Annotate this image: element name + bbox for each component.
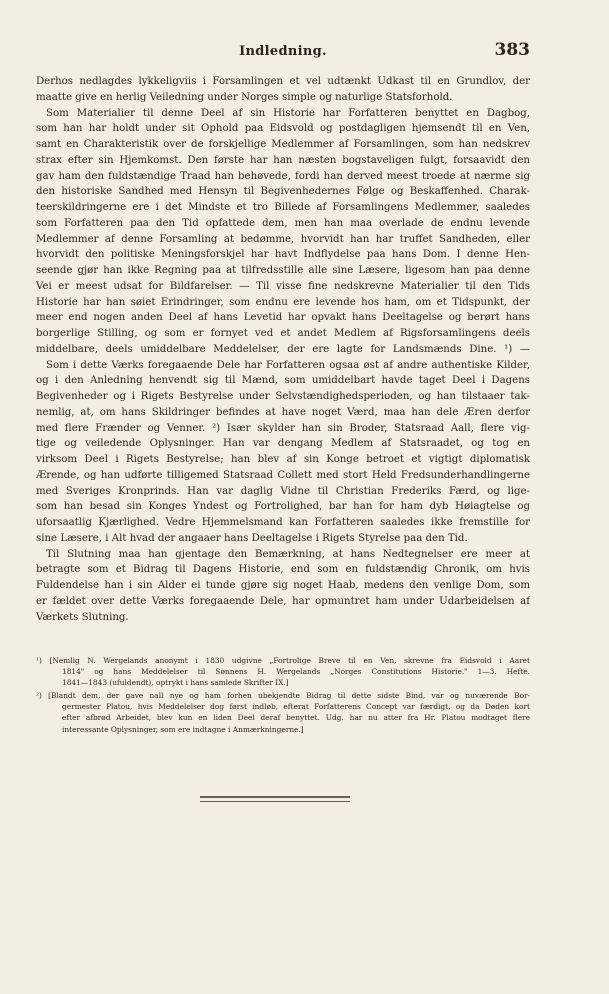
footnote-line: ²) [Blandt dem, der gave nall nye og ham forhen ubekjendte Bidrag til dette sidste Bind, var og nuværende Bor- xyxy=(36,691,530,701)
text-line: nemlig, at, om hans Skildringer befindes at have noget Værd, maa han dele Æren derfor xyxy=(36,406,530,418)
text-line: Som i dette Værks foregaaende Dele har Forfatteren ogsaa øst af andre authentiske Kilder, xyxy=(46,359,530,371)
text-line: Til Slutning maa han gjentage den Bemærkning, at hans Nedtegnelser ere meer at xyxy=(46,548,530,560)
text-line: betragte som et Bidrag til Dagens Historie, end som en fuldstændig Chronik, om hvis xyxy=(36,564,530,576)
text-line: sine Læsere, i Alt hvad der angaaer hans Deeltagelse i Rigets Styrelse paa den Tid. xyxy=(36,532,468,544)
text-line: som han har holdt under sit Ophold paa Eidsvold og postdagligen hjemsendt til en Ven, xyxy=(36,123,530,135)
footnote xyxy=(36,690,530,734)
footnote-line: interessante Oplysninger, som ere indtagne i Anmærkningerne.] xyxy=(62,724,304,734)
text-line: strax efter sin Hjemkomst. Den første har han næsten bogstaveligen fulgt, forsaavidt den xyxy=(36,154,530,166)
text-line: med flere Frænder og Venner. ²) Især skylder han sin Broder, Statsraad Aall, flere vig- xyxy=(36,422,530,434)
page-header xyxy=(36,40,530,64)
text-line: Derhos nedlagdes lykkeligviis i Forsamlingen et vel udtænkt Udkast til en Grundlov, der xyxy=(36,76,530,87)
text-line: samt en Charakteristik over de forskjellige Medlemmer af Forsamlingen, som han nedskrev xyxy=(36,139,530,150)
running-title: Indledning. xyxy=(239,44,327,59)
footnote-line: 1841—1843 (ufuldendt), optrykt i hans samlede Skrifter IX.] xyxy=(62,678,289,688)
text-line: maatte give en herlig Veiledning under Norges simple og naturlige Statsforhold. xyxy=(36,91,453,103)
text-line: meer end nogen anden Deel af hans Levetid har opvakt hans Deeltagelse og berørt hans xyxy=(36,312,530,324)
text-line: Vei er meest udsat for Bildfarelser. — Til visse fine nedskrevne Materialier til den Tids xyxy=(36,280,530,292)
page-number: 383 xyxy=(494,40,530,60)
footnote-line: germester Platou, hvis Meddelelser dog først indløb, efterat Forfatterens Concept var færdigt, og da Døden kort xyxy=(62,702,530,712)
text-line: seende gjør han ikke Regning paa at tilfredsstille alle sine Læsere, ligesom han paa denne xyxy=(36,265,530,276)
text-line: Ærende, og han udførte tilligemed Statsraad Collett med stort Held Fredsunderhandlingerne xyxy=(36,469,530,481)
text-line: uforsaatlig Kjærlighed. Vedre Hjemmelsmand kan Forfatteren saaledes ikke fremstille for xyxy=(36,517,530,528)
text-line: den historiske Sandhed med Hensyn til Begivenhedernes Følge og Beskaffenhed. Charak- xyxy=(36,186,530,198)
footnote-line: ¹) [Nemlig N. Wergelands anonymt i 1830 udgivne „Fortrolige Breve til en Ven, skrevne fra Eidsvold i Aaret xyxy=(36,656,530,665)
text-line: som han besad sin Konges Yndest og Fortrolighed, bar han for ham dyb Høiagtelse og xyxy=(36,501,530,513)
text-line: teerskildringerne ere i det Mindste et tro Billede af Forsamlingens Medlemmer, saaledes xyxy=(36,202,530,213)
text-line: hvorvidt den politiske Meningsforskjel har havt Indflydelse paa hans Dom. I denne Hen- xyxy=(36,249,530,261)
ornamental-rule xyxy=(200,796,350,805)
text-line: middelbare, deels umiddelbare Meddelelser, der ere lagte for Landsmænds Dine. ¹) — xyxy=(36,343,530,355)
text-line: som Forfatteren paa den Tid opfattede dem, men han maa overlade de endnu levende xyxy=(36,217,530,229)
footnote-line: 1814" og hans Meddelelser til Sønnens H. Wergelands „Norges Constitutions Historie." 1—3. Hefte. xyxy=(62,667,530,677)
text-line: er fældet over dette Værks foregaaende Dele, har opmuntret ham under Udarbeidelsen af xyxy=(36,595,530,607)
text-line: gav ham den fuldstændige Traad han behøvede, fordi han derved meest troede at nærme sig xyxy=(36,170,530,182)
text-line: virksom Deel i Rigets Bestyrelse; han blev af sin Konge betroet et vigtigt diplomatisk xyxy=(36,454,530,465)
footnotes xyxy=(36,655,530,735)
text-line: Værkets Slutning. xyxy=(36,611,129,623)
text-line: borgerlige Stilling, og som er fornyet ved et andet Medlem af Rigsforsamlingens deels xyxy=(36,328,530,339)
text-line: Historie har han søiet Erindringer, som endnu ere levende hos ham, om et Tidspunkt, der xyxy=(36,296,530,308)
text-line: Fuldendelse han i sin Alder ei tunde gjøre sig noget Haab, medens den venlige Dom, som xyxy=(36,580,530,591)
text-line: og i den Anledning henvendt sig til Mænd, som umiddelbart havde taget Deel i Dagens xyxy=(36,375,530,387)
main-text xyxy=(36,74,530,625)
text-line: med Sveriges Kronprinds. Han var daglig Vidne til Christian Frederiks Færd, og lige- xyxy=(36,485,530,497)
text-line: Begivenheder og i Rigets Bestyrelse under Selvstændighedsperioden, og han tilstaaer tak- xyxy=(36,391,530,402)
text-line: Som Materialier til denne Deel af sin Historie har Forfatteren benyttet en Dagbog, xyxy=(46,107,530,119)
text-line: tige og veiledende Oplysninger. Han var dengang Medlem af Statsraadet, og tog en xyxy=(36,438,530,450)
text-line: Medlemmer af denne Forsamling at bedømme, hvorvidt han har truffet Sandheden, eller xyxy=(36,233,530,245)
footnote xyxy=(36,655,530,688)
footnote-line: efter afbrød Arbeidet, blev kun en liden Deel deraf benyttet. Udg. har nu atter fra Hr. Platou modtaget flere xyxy=(62,713,530,723)
